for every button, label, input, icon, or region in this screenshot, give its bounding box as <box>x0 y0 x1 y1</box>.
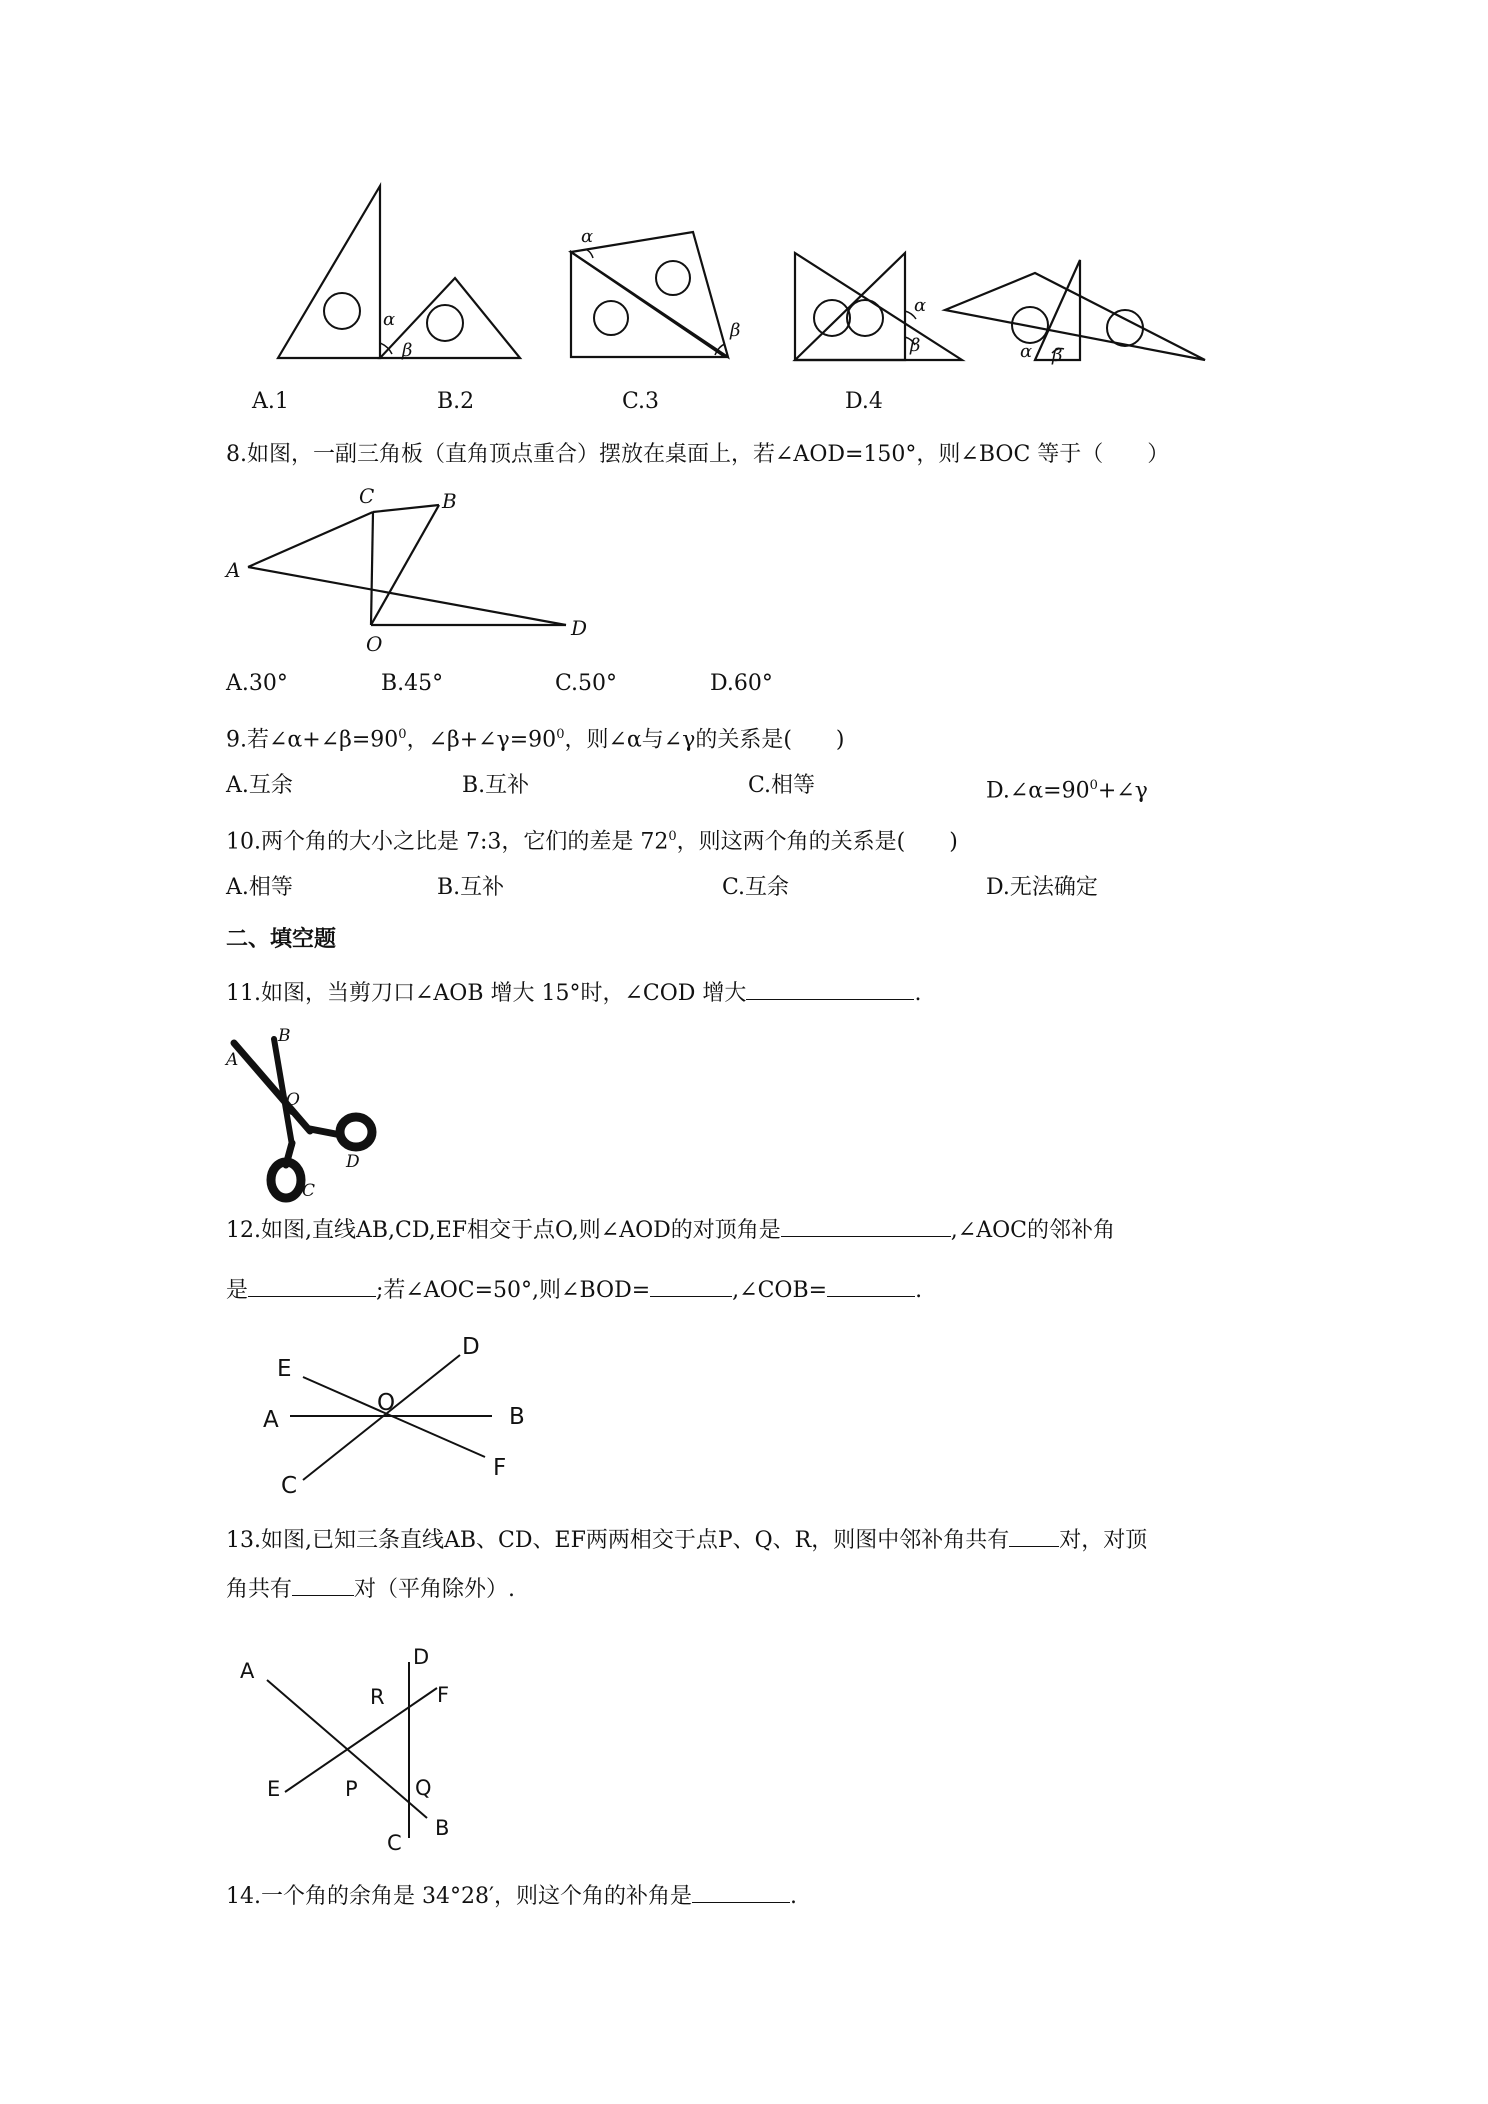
q10-option-c: C.互余 <box>722 875 790 900</box>
beta-label: β <box>730 320 741 341</box>
point-o-label: O <box>377 1390 396 1416</box>
point-a-label: A <box>226 558 241 582</box>
point-a-label: A <box>263 1407 279 1433</box>
q10-option-b: B.互补 <box>437 875 505 900</box>
q11-scissors-figure <box>226 1025 386 1200</box>
answer-blank[interactable] <box>692 1880 790 1903</box>
q11-stem: 11.如图，当剪刀口∠AOB 增大 15°时，∠COD 增大 . <box>226 977 921 1009</box>
point-a-label: A <box>226 1050 239 1070</box>
answer-blank[interactable] <box>827 1274 915 1297</box>
q8-stem: 8.如图，一副三角板（直角顶点重合）摆放在桌面上，若∠AOD=150°，则∠BOC 等于（ ） <box>226 442 1170 467</box>
point-f-label: F <box>437 1683 450 1707</box>
point-d-label: D <box>346 1152 360 1172</box>
point-e-label: E <box>267 1777 281 1801</box>
q10-stem: 10.两个角的大小之比是 7:3，它们的差是 $72^0$，则这两个角的关系是( ) <box>226 829 958 855</box>
q12-line2: 是 ;若∠AOC=50°,则∠BOD= ,∠COB= . <box>226 1274 922 1306</box>
q7-figure-4 <box>940 255 1210 370</box>
q7-option-b: B.2 <box>437 389 475 414</box>
q13-line1: 13.如图,已知三条直线AB、CD、EF两两相交于点P、Q、R，则图中邻补角共有 对，对顶 <box>226 1524 1147 1556</box>
q13-line2: 角共有 对（平角除外）. <box>226 1573 515 1605</box>
q7-figure-2 <box>565 222 745 362</box>
q9-stem: 9.若$\angle\alpha+\angle\beta=90^0$，$\angle\beta+\angle\gamma=90^0$，则∠α与∠γ的关系是( ) <box>226 727 845 753</box>
point-p-label: P <box>345 1777 358 1801</box>
q9-option-c: C.相等 <box>748 773 816 798</box>
q8-figure <box>226 485 596 655</box>
point-d-label: D <box>462 1334 480 1360</box>
answer-blank[interactable] <box>1009 1524 1059 1547</box>
alpha-label: α <box>914 295 927 316</box>
q14-stem: 14.一个角的余角是 34°28′，则这个角的补角是 . <box>226 1880 797 1912</box>
point-e-label: E <box>277 1356 292 1382</box>
q9-option-d: $D.\angle\alpha=90^0+\angle\gamma$ <box>986 778 1148 804</box>
answer-blank[interactable] <box>650 1274 732 1297</box>
point-c-label: C <box>387 1831 402 1855</box>
q9-option-b: B.互补 <box>462 773 530 798</box>
answer-blank[interactable] <box>746 977 914 1000</box>
q7-option-a: A.1 <box>252 389 289 414</box>
point-b-label: B <box>442 489 457 513</box>
q12-figure <box>255 1330 545 1499</box>
beta-label: β <box>1052 345 1063 366</box>
q12-line1: 12.如图,直线AB,CD,EF相交于点O,则∠AOD的对顶角是 ,∠AOC的邻补角 <box>226 1214 1115 1246</box>
point-o-label: O <box>286 1090 300 1110</box>
point-c-label: C <box>359 484 375 508</box>
q10-option-d: D.无法确定 <box>986 875 1098 900</box>
point-d-label: D <box>571 616 588 640</box>
q10-option-a: A.相等 <box>226 875 293 900</box>
q8-option-d: D.60° <box>710 671 773 696</box>
section-title: 二、填空题 <box>226 926 337 952</box>
point-r-label: R <box>370 1685 385 1709</box>
alpha-label: α <box>383 309 396 330</box>
beta-label: β <box>402 340 413 361</box>
point-b-label: B <box>278 1026 291 1046</box>
point-c-label: C <box>302 1181 316 1201</box>
alpha-label: α <box>1020 341 1033 362</box>
point-c-label: C <box>281 1473 298 1499</box>
point-o-label: O <box>366 632 383 656</box>
alpha-label: α <box>581 226 594 247</box>
point-f-label: F <box>493 1455 507 1481</box>
answer-blank[interactable] <box>781 1214 951 1237</box>
answer-blank[interactable] <box>248 1274 376 1297</box>
q13-figure <box>235 1640 465 1855</box>
point-b-label: B <box>435 1816 450 1840</box>
point-d-label: D <box>413 1645 430 1669</box>
point-b-label: B <box>509 1404 525 1430</box>
q8-option-b: B.45° <box>381 671 444 696</box>
point-q-label: Q <box>415 1776 432 1800</box>
q7-figure-1 <box>270 178 530 363</box>
q7-option-d: D.4 <box>845 389 883 414</box>
beta-label: β <box>910 335 921 356</box>
q7-option-c: C.3 <box>622 389 660 414</box>
q9-option-a: A.互余 <box>226 773 293 798</box>
point-a-label: A <box>240 1659 255 1683</box>
q8-option-a: A.30° <box>226 671 288 696</box>
answer-blank[interactable] <box>292 1573 354 1596</box>
q8-option-c: C.50° <box>555 671 618 696</box>
